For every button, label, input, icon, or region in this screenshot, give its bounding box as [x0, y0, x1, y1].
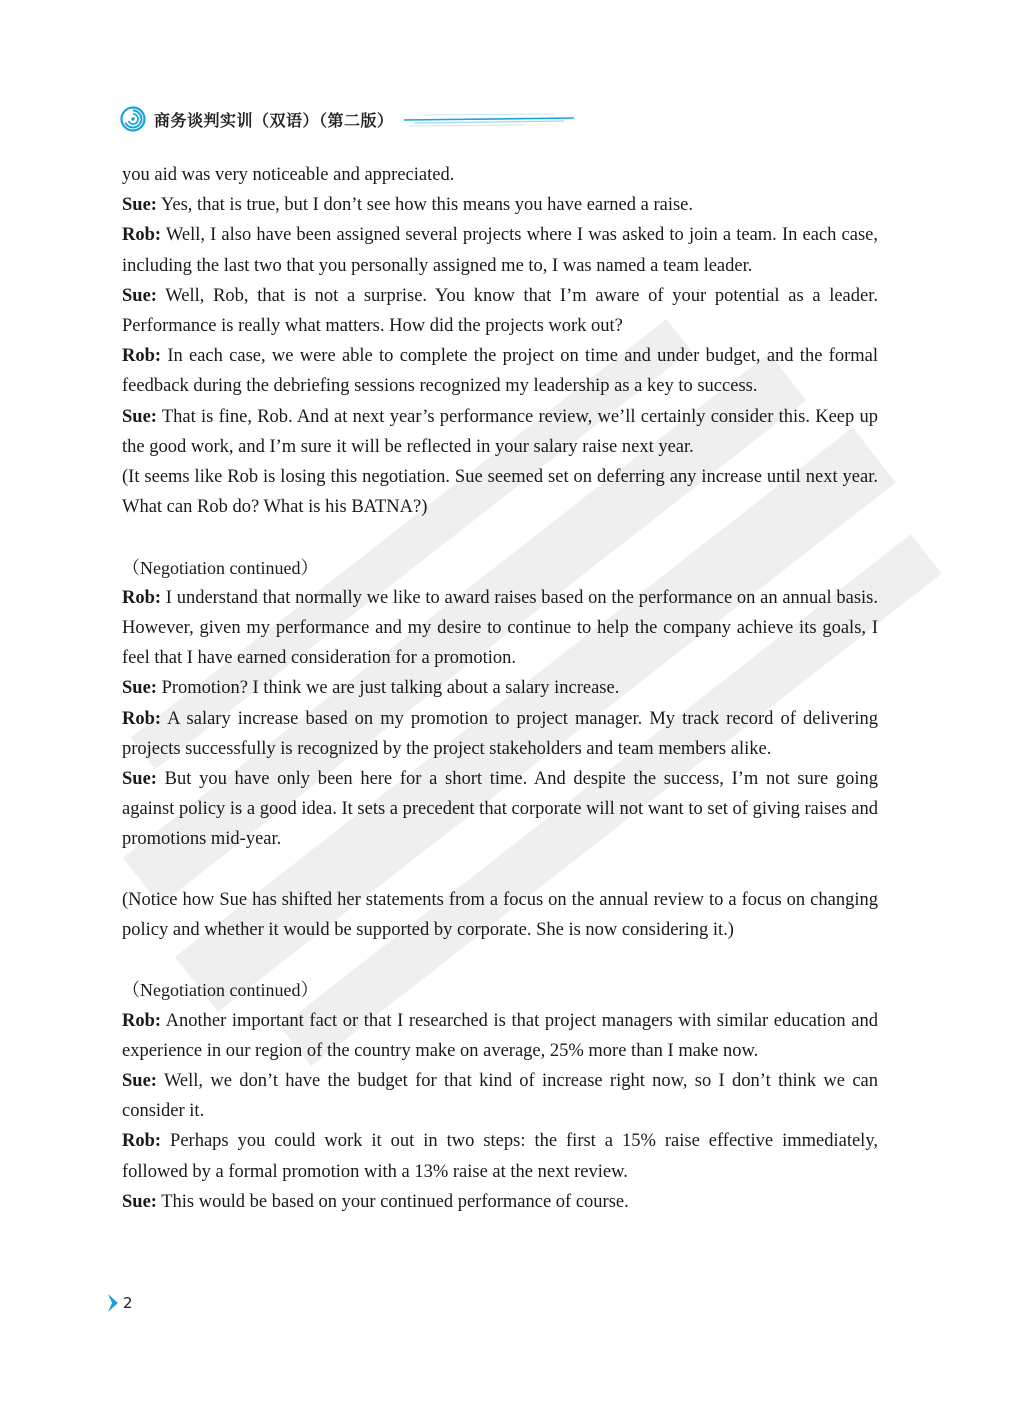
paragraph-text: Well, I also have been assigned several projects where I was asked to join a team. In each case, including the last two that you personally assigned me to, I was named a team leader.	[122, 225, 878, 276]
paragraph-text: In each case, we were able to complete the project on time and under budget, and the formal feedback during the debriefing sessions recognized my leadership as a key to success.	[122, 346, 878, 397]
paragraph-text: Yes, that is true, but I don’t see how this means you have earned a raise.	[156, 195, 693, 216]
speaker-label: Rob:	[122, 1131, 162, 1152]
paragraph-text: Perhaps you could work it out in two steps: the first a 15% raise effective immediately, followed by a formal promotion with a 13% raise at the next review.	[122, 1131, 878, 1182]
paragraph-text: This would be based on your continued performance of course.	[156, 1191, 629, 1212]
section-note	[122, 553, 878, 583]
dialogue-line	[122, 1187, 878, 1217]
arrow-page-icon	[106, 1292, 120, 1314]
dialogue-line	[122, 764, 878, 855]
section-note	[122, 975, 878, 1005]
paragraph-text: Another important fact or that I researched is that project managers with similar education and experience in our region of the country make on average, 25% more than I make now.	[122, 1010, 878, 1061]
speaker-label: Rob:	[122, 346, 162, 367]
speaker-label: Sue:	[122, 678, 157, 699]
speaker-label: Sue:	[122, 1071, 157, 1092]
dialogue-line	[122, 704, 878, 764]
paragraph-text: I understand that normally we like to award raises based on the performance on an annual basis. However, given my performance and my desire to continue to help the company achieve its goals, I feel that I have earned consideration for a promotion.	[122, 587, 878, 669]
dialogue-line	[122, 1006, 878, 1066]
swirl-logo-icon	[120, 106, 146, 132]
paragraph-text: A salary increase based on my promotion to project manager. My track record of delivering projects successfully is recognized by the project stakeholders and team members alike.	[122, 708, 878, 759]
dialogue-line	[122, 583, 878, 674]
paragraph-text: （Negotiation continued）	[122, 980, 319, 1001]
dialogue-line	[122, 341, 878, 401]
speaker-label: Sue:	[122, 285, 157, 306]
paragraph-text: (Notice how Sue has shifted her statements from a focus on the annual review to a focus on changing policy and whether it would be supported by corporate. She is now considering it.)	[122, 889, 878, 941]
book-title: 商务谈判实训（双语）（第二版）	[154, 110, 394, 130]
narration-paragraph	[122, 885, 878, 945]
paragraph-text: Well, we don’t have the budget for that kind of increase right now, so I don’t think we can consider it.	[122, 1071, 878, 1122]
speaker-label: Sue:	[122, 195, 157, 216]
dialogue-line	[122, 220, 878, 280]
dialogue-line	[122, 1066, 878, 1126]
paragraph-text: But you have only been here for a short time. And despite the success, I’m not sure going against policy is a good idea. It sets a precedent that corporate will not want to set of giving raises and promotions mid-year.	[122, 769, 878, 850]
paragraph-text: Promotion? I think we are just talking about a salary increase.	[156, 678, 620, 699]
paragraph-text: （Negotiation continued）	[122, 557, 319, 578]
dialogue-line	[122, 190, 878, 220]
header-decoration	[404, 109, 574, 129]
page-number: 2	[123, 1294, 133, 1312]
paragraph-text: you aid was very noticeable and appreciated.	[122, 165, 455, 185]
paragraph-text: That is fine, Rob. And at next year’s performance review, we’ll certainly consider this. Keep up the good work, and I’m sure it will be reflected in your salary raise next year.	[122, 406, 878, 457]
speaker-label: Rob:	[122, 587, 162, 608]
paragraph-spacer	[122, 522, 878, 552]
speaker-label: Rob:	[122, 708, 162, 729]
paragraph-text: Well, Rob, that is not a surprise. You know that I’m aware of your potential as a leader. Performance is really what matters. How did the projects work out?	[122, 285, 878, 337]
paragraph-text: (It seems like Rob is losing this negotiation. Sue seemed set on deferring any increase until next year. What can Rob do? What is his BATNA?)	[122, 467, 878, 518]
paragraph-spacer	[122, 945, 878, 975]
speaker-label: Sue:	[122, 769, 157, 790]
paragraph-spacer	[122, 855, 878, 885]
speaker-label: Rob:	[122, 1010, 162, 1031]
document-body	[122, 160, 878, 1217]
dialogue-line	[122, 281, 878, 341]
page-header	[120, 104, 574, 134]
dialogue-line	[122, 673, 878, 703]
speaker-label: Rob:	[122, 225, 162, 246]
dialogue-line	[122, 1126, 878, 1186]
narration-paragraph	[122, 160, 878, 190]
dialogue-line	[122, 402, 878, 462]
speaker-label: Sue:	[122, 406, 157, 427]
narration-paragraph	[122, 462, 878, 522]
page-footer	[106, 1292, 133, 1314]
speaker-label: Sue:	[122, 1191, 157, 1212]
